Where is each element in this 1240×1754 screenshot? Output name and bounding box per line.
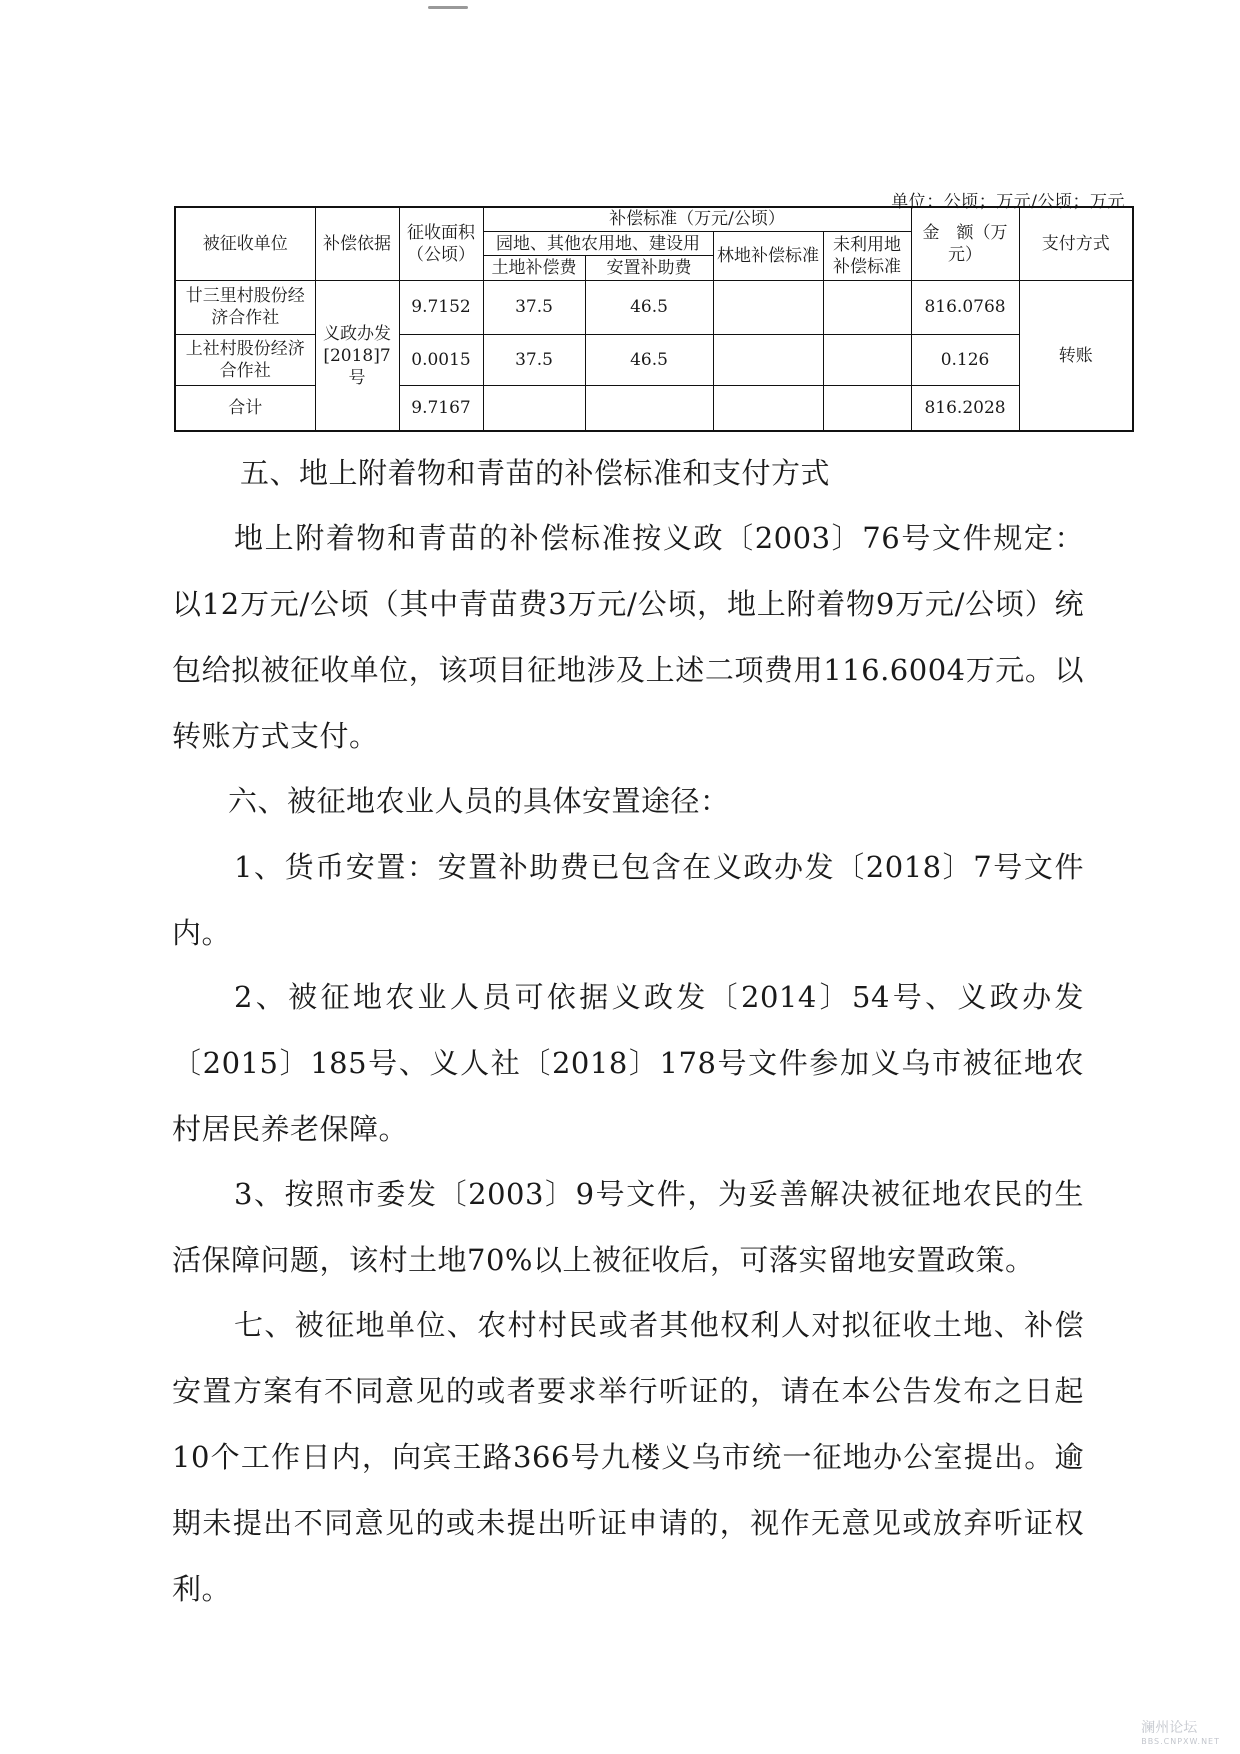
row-land-comp: 37.5 [483, 281, 585, 335]
header-amount: 金 额（万元） [911, 207, 1019, 281]
header-unit: 被征收单位 [175, 207, 315, 281]
section-5-body: 地上附着物和青苗的补偿标准按义政〔2003〕76号文件规定：以12万元/公顷（其中青苗费3万元/公顷，地上附着物9万元/公顷）统包给拟被征收单位，该项目征地涉及上述二项费用116.6004万元。以转账方式支付。 [172, 521, 1084, 753]
section-7-body: 七、被征地单位、农村村民或者其他权利人对拟征收土地、补偿安置方案有不同意见的或者要求举行听证的，请在本公告发布之日起10个工作日内，向宾王路366号九楼义乌市统一征地办公室提出。逾期未提出不同意见的或未提出听证申请的，视作无意见或放弃听证权利。 [172, 1308, 1084, 1606]
total-label: 合计 [175, 386, 315, 431]
table-row [175, 281, 1133, 335]
section-6-title: 六、被征地农业人员的具体安置途径： [228, 784, 730, 818]
row-unit: 上社村股份经济合作社 [175, 334, 315, 385]
scan-mark [428, 6, 468, 9]
header-payment: 支付方式 [1019, 207, 1133, 281]
row-forest [713, 281, 823, 335]
header-land-comp: 土地补偿费 [483, 256, 585, 281]
header-area: 征收面积（公顷） [399, 207, 483, 281]
row-unit: 廿三里村股份经济合作社 [175, 281, 315, 335]
row-resettle: 46.5 [585, 334, 713, 385]
section-6-item-3: 3、按照市委发〔2003〕9号文件，为妥善解决被征地农民的生活保障问题，该村土地70%以上被征收后，可落实留地安置政策。 [172, 1177, 1084, 1277]
compensation-table [174, 206, 1134, 432]
row-amount: 0.126 [911, 334, 1019, 385]
basis-cell: 义政办发[2018]7号 [315, 281, 399, 431]
row-amount: 816.0768 [911, 281, 1019, 335]
unit-note: 单位：公顷；万元/公顷；万元 [891, 192, 1125, 212]
header-basis: 补偿依据 [315, 207, 399, 281]
watermark-text: 澜州论坛 [1141, 1720, 1198, 1736]
section-6-item-1: 1、货币安置：安置补助费已包含在义政办发〔2018〕7号文件内。 [172, 850, 1084, 950]
row-forest [713, 334, 823, 385]
total-amount: 816.2028 [911, 386, 1019, 431]
header-resettle: 安置补助费 [585, 256, 713, 281]
row-area: 9.7152 [399, 281, 483, 335]
header-standard-group: 补偿标准（万元/公顷） [483, 207, 911, 231]
payment-cell: 转账 [1019, 281, 1133, 431]
total-area: 9.7167 [399, 386, 483, 431]
row-unused [823, 281, 911, 335]
watermark-sub: BBS.CNPXW.NET [1141, 1737, 1220, 1746]
header-garden-group: 园地、其他农用地、建设用 [483, 231, 713, 256]
forum-watermark [1141, 1717, 1220, 1746]
section-5-title: 五、地上附着物和青苗的补偿标准和支付方式 [240, 456, 831, 490]
row-area: 0.0015 [399, 334, 483, 385]
row-land-comp: 37.5 [483, 334, 585, 385]
header-unused: 未利用地补偿标准 [823, 231, 911, 280]
header-forest: 林地补偿标准 [713, 231, 823, 280]
section-6-item-2: 2、被征地农业人员可依据义政发〔2014〕54号、义政办发〔2015〕185号、义人社〔2018〕178号文件参加义乌市被征地农村居民养老保障。 [172, 980, 1084, 1146]
row-resettle: 46.5 [585, 281, 713, 335]
row-unused [823, 334, 911, 385]
